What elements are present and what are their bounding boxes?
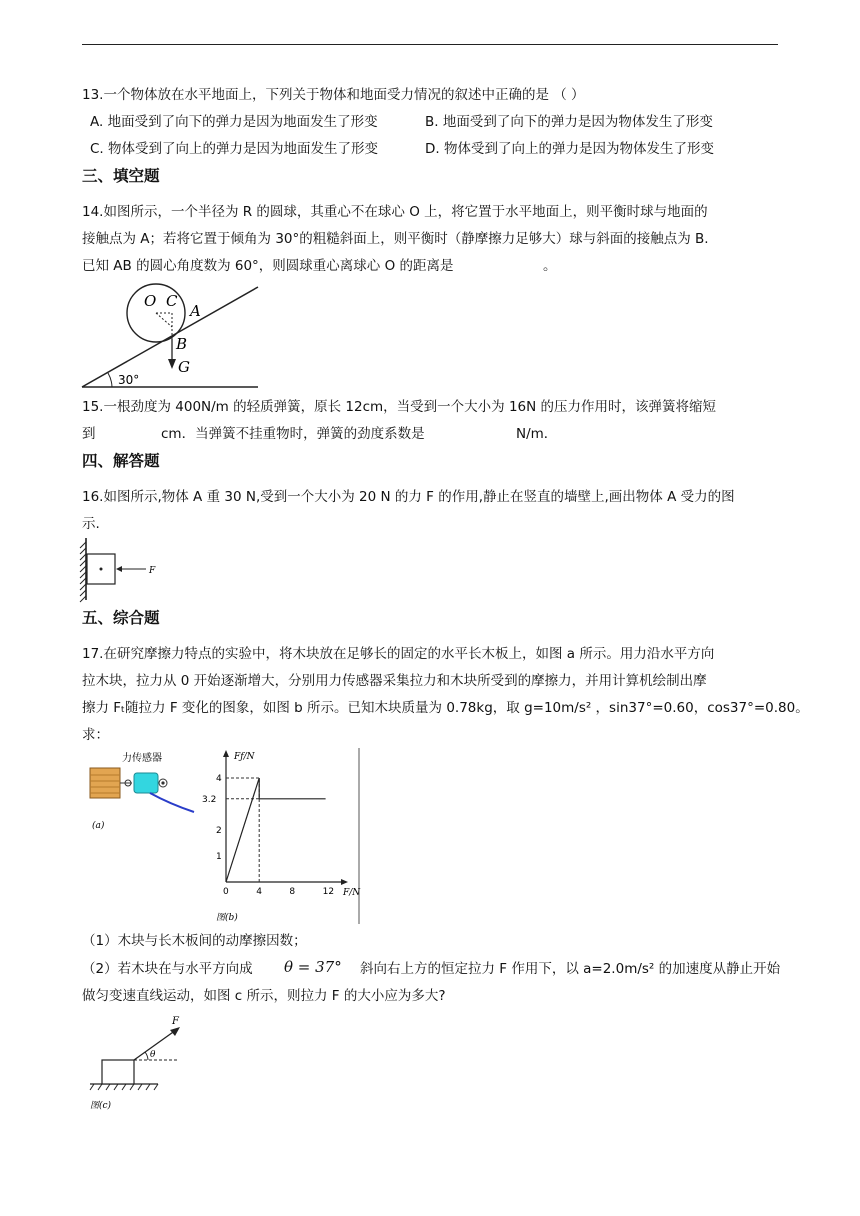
header-rule	[82, 44, 778, 45]
q17-theta-formula: θ = 37°	[284, 958, 342, 976]
y-tick-label: 3.2	[202, 794, 217, 805]
q15-line1: 15.一根劲度为 400N/m 的轻质弹簧，原长 12cm，当受到一个大小为 16N 的压力作用时，该弹簧将缩短	[82, 399, 717, 415]
q13-option-c: C. 物体受到了向上的弹力是因为地面发生了形变	[90, 141, 379, 157]
q14-line3-end: 。	[543, 258, 557, 274]
x-axis-label: F/N	[343, 888, 361, 898]
angle-arc	[108, 373, 112, 387]
q17-line1: 17.在研究摩擦力特点的实验中，将木块放在足够长的固定的水平长木板上，如图 a 所示。用力沿水平方向	[82, 646, 715, 662]
q15-line2-c: N/m．	[516, 426, 558, 442]
q17-line3: 擦力 Fₜ随拉力 F 变化的图象，如图 b 所示。已知木块质量为 0.78kg，取 g=10m/s² ，sin37°=0.60，cos37°=0.80。	[82, 700, 809, 716]
series-0-segment-0	[226, 778, 259, 882]
q13-option-d: D. 物体受到了向上的弹力是因为物体发生了形变	[425, 141, 714, 157]
radius-oa	[156, 313, 172, 327]
sensor-cable	[150, 793, 194, 812]
q13-option-b: B. 地面受到了向下的弹力是因为物体发生了形变	[425, 114, 713, 130]
q14-figure-incline-ball	[82, 283, 262, 391]
q17-line2: 拉木块，拉力从 0 开始逐渐增大，分别用力传感器采集拉力和木块所受到的摩擦力，并用计算机绘制出摩	[82, 673, 707, 689]
ground-hatching	[90, 1084, 158, 1090]
q16-line1: 16.如图所示,物体 A 重 30 N,受到一个大小为 20 N 的力 F 的作用,静止在竖直的墙壁上,画出物体 A 受力的图	[82, 489, 735, 505]
weight-arrowhead	[168, 359, 176, 369]
block	[102, 1060, 134, 1084]
theta-arc	[145, 1052, 148, 1060]
label-force-sensor: 力传感器	[122, 753, 162, 764]
q16-figure-wall-block	[78, 536, 164, 602]
caption-b: 图(b)	[216, 913, 238, 923]
q13-option-a: A. 地面受到了向下的弹力是因为地面发生了形变	[90, 114, 378, 130]
force-sensor	[134, 773, 158, 793]
wall-hatching	[80, 542, 86, 602]
x-tick-label: 4	[256, 887, 262, 897]
y-tick-label: 2	[216, 826, 222, 836]
label-angle: 30°	[118, 373, 140, 387]
q17-sub1: （1）木块与长木板间的动摩擦因数；	[82, 933, 307, 949]
q17-sub2-a: （2）若木块在与水平方向成	[82, 961, 253, 977]
q13-stem: 13.一个物体放在水平地面上，下列关于物体和地面受力情况的叙述中正确的是 （ ）	[82, 87, 585, 103]
q17-sub3: 做匀变速直线运动，如图 c 所示，则拉力 F 的大小应为多大?	[82, 988, 446, 1004]
q16-line2: 示.	[82, 516, 100, 532]
q14-line1: 14.如图所示，一个半径为 R 的圆球，其重心不在球心 O 上，将它置于水平地面上，则平衡时球与地面的	[82, 204, 708, 220]
y-axis-label: Fƒ/N	[234, 752, 255, 762]
q17-sub2-b: 斜向右上方的恒定拉力 F 作用下，以 a=2.0m/s² 的加速度从静止开始	[360, 961, 781, 977]
y-tick-label: 4	[216, 774, 222, 784]
label-g: G	[178, 358, 190, 376]
pull-force-arrowhead	[170, 1027, 180, 1036]
q15-line2-b: cm．当弹簧不挂重物时，弹簧的劲度系数是	[161, 426, 425, 442]
label-c: C	[166, 292, 178, 310]
label-f: F	[149, 566, 156, 576]
label-b: B	[176, 335, 188, 353]
q17-line4: 求：	[82, 727, 109, 743]
caption-c: 图(c)	[90, 1101, 112, 1111]
q14-line3: 已知 AB 的圆心角度数为 60°，则圆球重心离球心 O 的距离是	[82, 258, 454, 274]
x-tick-label: 0	[223, 887, 229, 897]
x-tick-label: 12	[322, 887, 335, 897]
q15-line2-a: 到	[82, 426, 96, 442]
q17-figure-a	[86, 748, 202, 834]
q17-figure-c	[88, 1012, 200, 1112]
section-fill-in-title: 三、填空题	[82, 167, 160, 185]
block-center-dot	[100, 568, 103, 571]
label-theta: θ	[150, 1050, 156, 1060]
label-a: A	[190, 302, 201, 320]
caption-a: (a)	[92, 821, 105, 831]
force-f-arrowhead	[116, 566, 122, 572]
x-axis-arrow	[341, 879, 348, 885]
label-o: O	[144, 292, 157, 310]
q17-figure-b-chart	[196, 748, 366, 926]
x-tick-label: 8	[289, 887, 296, 897]
label-f: F	[172, 1016, 179, 1027]
q14-line2: 接触点为 A；若将它置于倾角为 30°的粗糙斜面上，则平衡时（静摩擦力足够大）球与斜面的接触点为 B.	[82, 231, 709, 247]
y-tick-label: 1	[216, 852, 222, 862]
section-comprehensive-title: 五、综合题	[82, 609, 160, 627]
section-answer-title: 四、解答题	[82, 452, 160, 470]
y-axis-arrow	[223, 750, 229, 757]
